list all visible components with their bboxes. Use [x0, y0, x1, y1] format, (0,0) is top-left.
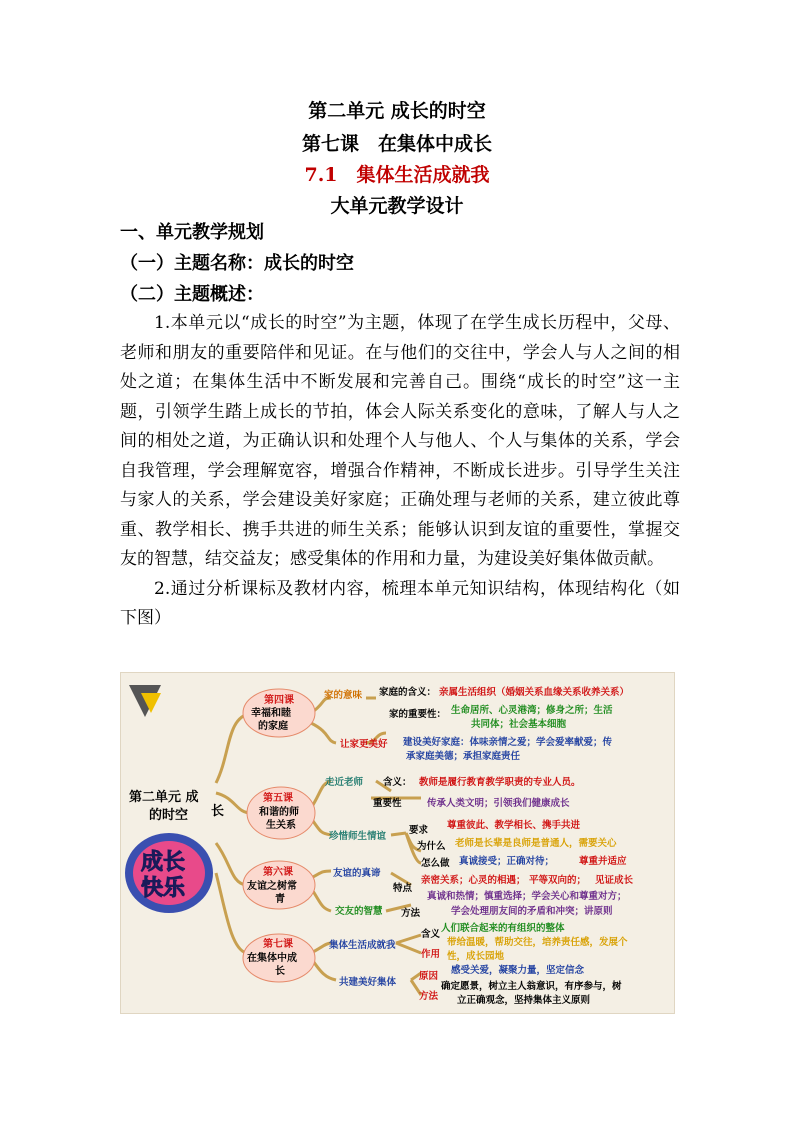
mindmap-label: 和谐的师 [259, 807, 299, 818]
mindmap-label: 作用 [421, 949, 441, 960]
heading-theme-overview: （二）主题概述： [120, 284, 264, 305]
mindmap-label: 怎么做 [421, 858, 450, 869]
lesson-6-branches [333, 867, 634, 919]
center-line-1: 第二单元 成 [129, 790, 199, 805]
mindmap-label: 承家庭美德；承担家庭责任 [406, 751, 521, 762]
heading-planning: 一、单元教学规划 [120, 222, 264, 243]
mindmap-label: 尊重彼此、教学相长、携手共进 [447, 820, 581, 831]
lesson-7-node [243, 934, 315, 982]
mindmap-label: 亲属生活组织（婚姻关系血缘关系收养关系） [439, 687, 630, 698]
mindmap-label: 教师是履行教育教学职责的专业人员。 [419, 777, 581, 788]
mindmap-label: 带给温暖，帮助交往，培养责任感，发展个 [447, 937, 628, 948]
mindmap-label: 共建美好集体 [339, 977, 397, 988]
lesson-title: 第七课 在集体中成长 [301, 133, 492, 155]
unit-title: 第二单元 成长的时空 [308, 100, 486, 122]
mindmap-label: 含义 [421, 929, 441, 940]
mindmap-label: 老师是长辈是良师是普通人，需要关心 [455, 838, 617, 849]
mindmap-label: 亲密关系；心灵的相遇； [421, 875, 526, 886]
design-title: 大单元教学设计 [330, 195, 464, 217]
lesson-7-branches [329, 922, 628, 1006]
mindmap-label: 生关系 [266, 820, 296, 831]
mindmap-label: 平等双向的； [529, 875, 587, 886]
center-line-2: 长 [211, 804, 225, 819]
knowledge-mindmap [120, 672, 675, 1014]
mindmap-label: 幸福和睦 [251, 708, 291, 719]
mindmap-label: 方法 [419, 991, 439, 1002]
paragraph-1: 1.本单元以“成长的时空”为主题，体现了在学生成长历程中，父母、老师和朋友的重要陪伴和见证。在与他们的交往中，学会人与人之间的相处之道；在集体生活中不断发展和完善自己。围绕“成长的时空”这一主题，引领学生踏上成长的节拍，体会人际关系变化的意味，了解人与人之间的相处之道，为正确认识和处理个人与他人、个人与集体的关系，学会自我管理，学会理解宽容，增强合作精神，不断成长进步。引导学生关注与家人的关系，学会建设美好家庭；正确处理与老师的关系，建立彼此尊重、教学相长、携手共进的师生关系；能够认识到友谊的重要性，掌握交友的智慧，结交益友；感受集体的作用和力量，为建设美好集体做贡献。 [120, 313, 680, 569]
mindmap-label: 确定愿景，树立主人翁意识，有序参与，树 [441, 981, 622, 992]
mindmap-label: 让家更美好 [340, 739, 388, 750]
mindmap-label: 见证成长 [595, 875, 634, 886]
mindmap-label: 性，成长园地 [447, 951, 505, 962]
mindmap-label: 交友的智慧 [335, 906, 383, 917]
mindmap-label: 建设美好家庭：体味亲情之爱；学会爱率献爱；传 [403, 737, 613, 748]
mindmap-label: 走近老师 [325, 777, 364, 788]
mindmap-label: 家的重要性： [389, 709, 447, 720]
mindmap-label: 第五课 [263, 793, 293, 804]
mindmap-label: 特点 [393, 883, 413, 894]
mindmap-label: 集体生活成就我 [329, 940, 396, 951]
mindmap-label: 传承人类文明；引领我们健康成长 [427, 798, 570, 809]
mindmap-label: 第七课 [263, 939, 293, 950]
mindmap-label: 的家庭 [258, 721, 288, 732]
lesson-4-node [243, 689, 315, 737]
mindmap-label: 友谊之树常 [247, 881, 297, 892]
mindmap-label: 立正确观念，坚持集体主义原则 [457, 995, 591, 1006]
mindmap-label: 第六课 [263, 867, 293, 878]
section-title: 7.1 集体生活成就我 [304, 164, 490, 186]
mindmap-label: 感受关爱，凝聚力量，坚定信念 [451, 965, 585, 976]
mindmap-label: 在集体中成 [247, 953, 297, 964]
center-line-3: 的时空 [149, 808, 189, 823]
mindmap-label: 真诚接受；正确对待； [459, 856, 555, 867]
center-node [129, 789, 224, 823]
mindmap-svg [121, 673, 674, 1013]
mindmap-label: 快乐 [141, 876, 186, 901]
mindmap-label: 人们联合起来的有组织的整体 [441, 923, 565, 934]
lesson-5-branches [324, 776, 627, 869]
mindmap-label: 第四课 [264, 695, 294, 706]
mindmap-label: 家的意味 [324, 690, 363, 701]
mindmap-label: 含义： [383, 777, 412, 788]
mindmap-label: 学会处理朋友间的矛盾和冲突；讲原则 [451, 906, 613, 917]
mindmap-label: 青 [275, 894, 285, 905]
mindmap-label: 为什么 [417, 841, 446, 852]
mindmap-label: 要求 [409, 825, 429, 836]
mindmap-label: 原因 [419, 971, 439, 982]
mindmap-label: 珍惜师生情谊 [329, 831, 387, 842]
mindmap-label: 长 [275, 966, 285, 977]
mindmap-label: 尊重并适应 [579, 856, 627, 867]
lesson-6-node [243, 861, 315, 909]
mindmap-label: 真诚和热情；慎重选择；学会关心和尊重对方； [427, 891, 627, 902]
overview-text [120, 309, 680, 634]
heading-theme-name: （一）主题名称：成长的时空 [120, 253, 354, 274]
triangle-logo-icon [129, 685, 161, 717]
mindmap-label: 方法 [401, 908, 421, 919]
mindmap-label: 家庭的含义： [379, 687, 437, 698]
mindmap-label: 成长 [141, 850, 186, 875]
mindmap-label: 共同体；社会基本细胞 [471, 719, 567, 730]
growth-happy-logo [125, 833, 213, 913]
mindmap-label: 友谊的真谛 [333, 868, 381, 879]
paragraph-2: 2.通过分析课标及教材内容，梳理本单元知识结构，体现结构化（如下图） [120, 578, 680, 628]
lesson-5-node [247, 787, 315, 839]
mindmap-label: 重要性 [373, 798, 402, 809]
mindmap-label: 生命居所、心灵港湾；修身之所；生活 [451, 705, 613, 716]
